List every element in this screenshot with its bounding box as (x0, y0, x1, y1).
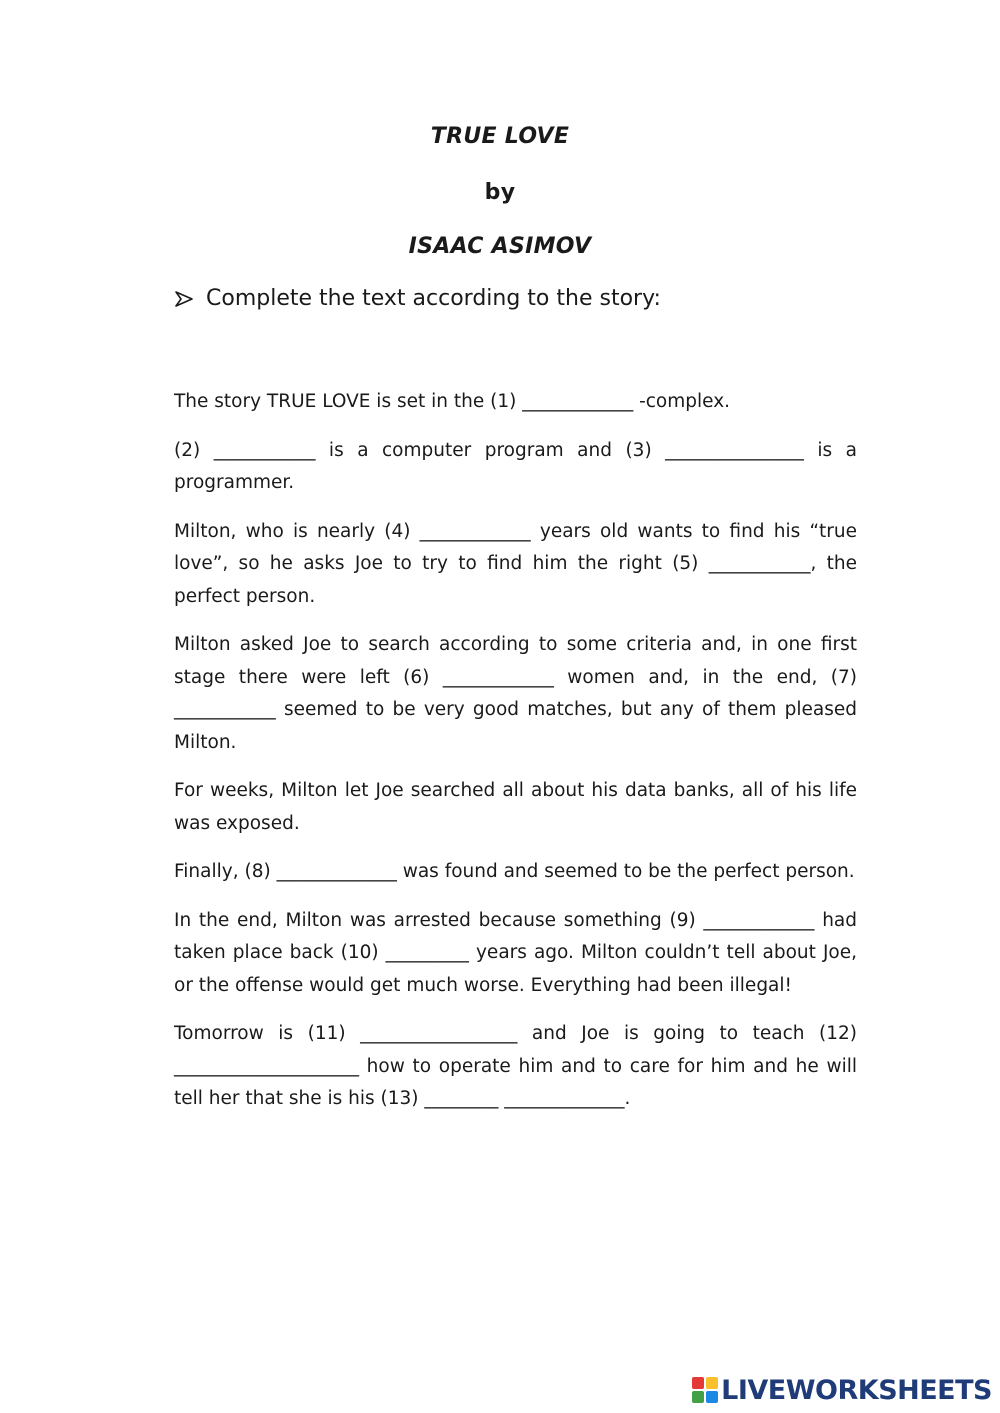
paragraph-8: Tomorrow is (11) _________________ and Joe is going to teach (12) ____________________ how to operate him and to care for him and he will tell her that she is his (13) ________ _____________. (174, 1023, 857, 1109)
arrow-bullet-icon (174, 289, 194, 309)
instruction (174, 286, 661, 311)
paragraph-5: For weeks, Milton let Joe searched all about his data banks, all of his life was exposed. (174, 780, 857, 834)
paragraph-7: In the end, Milton was arrested because something (9) ____________ had taken place back (10) _________ years ago. Milton couldn’t tell about Joe, or the offense would get much worse. Everything had been illegal! (174, 909, 857, 996)
story-text (174, 386, 857, 1132)
author-name: ISAAC ASIMOV (408, 234, 592, 259)
liveworksheets-logo (692, 1373, 992, 1407)
byline: by (484, 180, 516, 205)
paragraph-1: The story TRUE LOVE is set in the (1) ____________ -complex. (174, 391, 731, 412)
logo-squares-icon (692, 1377, 718, 1403)
story-title: TRUE LOVE (430, 124, 570, 149)
paragraph-6: Finally, (8) _____________ was found and seemed to be the perfect person. (174, 861, 855, 882)
paragraph-3: Milton, who is nearly (4) ____________ years old wants to find his “true love”, so he asks Joe to try to find him the right (5) ___________, the perfect person. (174, 520, 857, 607)
paragraph-2: (2) ___________ is a computer program and (3) _______________ is a programmer. (174, 439, 857, 493)
logo-text: LIVEWORKSHEETS (721, 1374, 992, 1406)
paragraph-4: Milton asked Joe to search according to some criteria and, in one first stage there were left (6) ____________ women and, in the end, (7) ___________ seemed to be very good matches, but any of them pleased Milton. (174, 634, 857, 753)
instruction-text: Complete the text according to the story: (206, 286, 661, 311)
